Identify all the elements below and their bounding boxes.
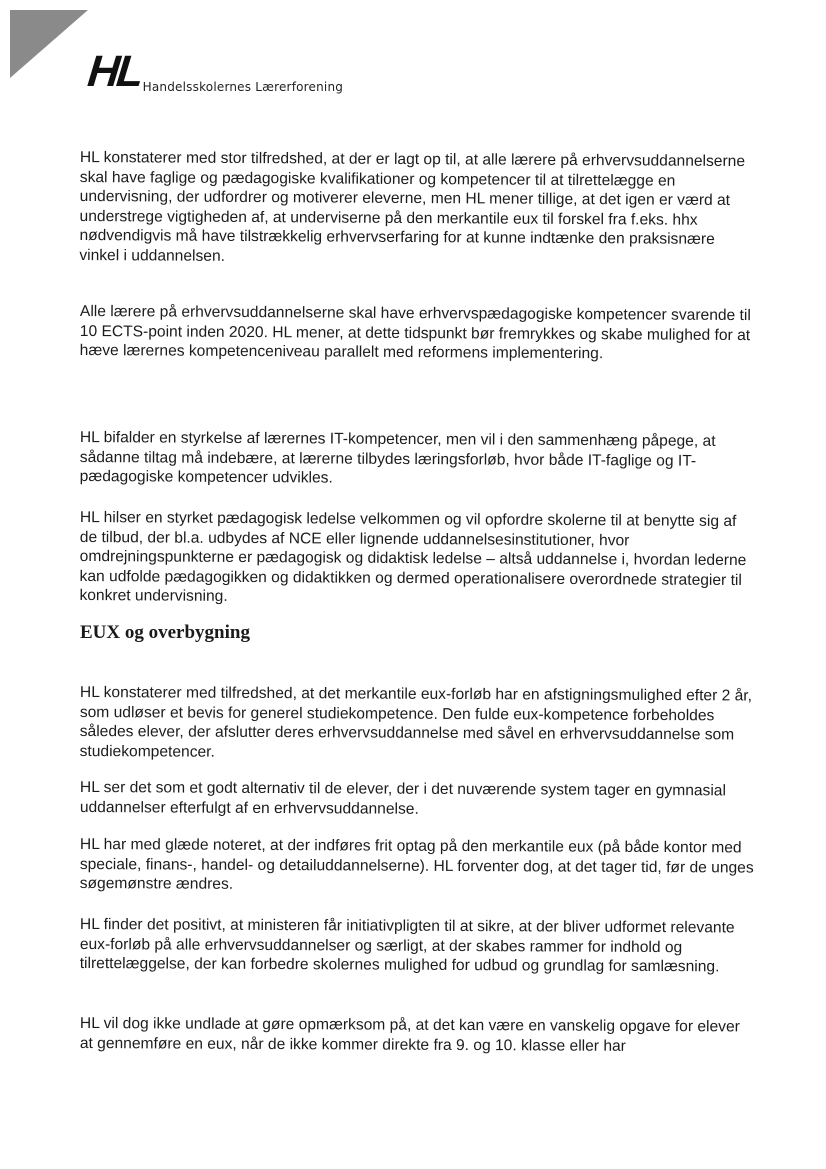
paragraph-pedagogical-leadership: HL hilser en styrket pædagogisk ledelse velkommen og vil opfordre skolerne til at benytte sig af de tilbud, der bl.a. udbydes af NCE eller lignende uddannelsesinstitutioner, hvor omdrejningspunkterne er pædagogisk og didaktisk ledelse – altså uddannelse i, hvordan lederne kan udfolde pædagogikken og didaktikken og dermed operationalisere overordnede strategier til konkret undervisning.: [79, 508, 747, 605]
paragraph-teacher-qualifications: HL konstaterer med stor tilfredshed, at der er lagt op til, at alle lærere på erhvervsuddannelserne skal have faglige og pædagogiske kvalifikationer og kompetencer til at tilrettelægge en undervisning, der udfordrer og motiverer eleverne, men HL mener tillige, at det igen er værd at understrege vigtigheden af, at underviserne på den merkantile eux til forskel fra f.eks. hhx nødvendigvis må have tilstrækkelig erhvervserfaring for at kunne indtænke den praksisnære vinkel i uddannelsen.: [79, 148, 746, 265]
paragraph-eux-alternative: HL ser det som et godt alternativ til de elever, der i det nuværende system tager en gymnasial uddannelser efterfulgt af en erhvervsuddannelse.: [79, 779, 727, 818]
section-heading-eux: EUX og overbygning: [80, 622, 250, 643]
paragraph-difficult-task: HL vil dog ikke undlade at gøre opmærksom på, at det kan være en vanskelig opgave for elever at gennemføre en eux, når de ikke kommer direkte fra 9. og 10. klasse eller har: [79, 1015, 740, 1055]
logo-organization-name: Handelsskolernes Lærerforening: [142, 80, 344, 94]
paragraph-it-competences: HL bifalder en styrkelse af lærernes IT-kompetencer, men vil i den sammenhæng påpege, at sådanne tiltag må indebære, at lærerne tilbydes læringsforløb, hvor både IT-faglige og IT-pædagogiske kompetencer udvikles.: [79, 428, 716, 487]
logo: [85, 47, 344, 96]
page-corner-fold: [10, 10, 88, 78]
paragraph-minister-initiative: HL finder det positivt, at ministeren får initiativpligten til at sikre, at der bliver udformet relevante eux-forløb på alle erhvervsuddannelser og særligt, at der skabes rammer for indhold og tilrettelæggelse, der kan forbedre skolernes mulighed for udbud og grundlag for samlæsning.: [79, 916, 735, 976]
logo-mark: HL: [85, 47, 144, 96]
paragraph-free-admission: HL har med glæde noteret, at der indføres frit optag på den merkantile eux (på både kontor med speciale, finans-, handel- og detailuddannelserne). HL forventer dog, at det tager tid, før de unges søgemønstre ændres.: [79, 836, 754, 893]
paragraph-ects-competences: Alle lærere på erhvervsuddannelserne skal have erhvervspædagogiske kompetencer svarende til 10 ECTS-point inden 2020. HL mener, at dette tidspunkt bør fremrykkes og skabe mulighed for at hæve lærernes kompetenceniveau parallelt med reformens implementering.: [79, 302, 751, 363]
paragraph-eux-exit-option: HL konstaterer med tilfredshed, at det merkantile eux-forløb har en afstigningsmulighed efter 2 år, som udløser et bevis for generel studiekompetence. Den fulde eux-kompetence forbeholdes således elever, der afslutter deres erhvervsuddannelse med såvel en erhvervsuddannelse som studiekompetencer.: [79, 684, 753, 761]
